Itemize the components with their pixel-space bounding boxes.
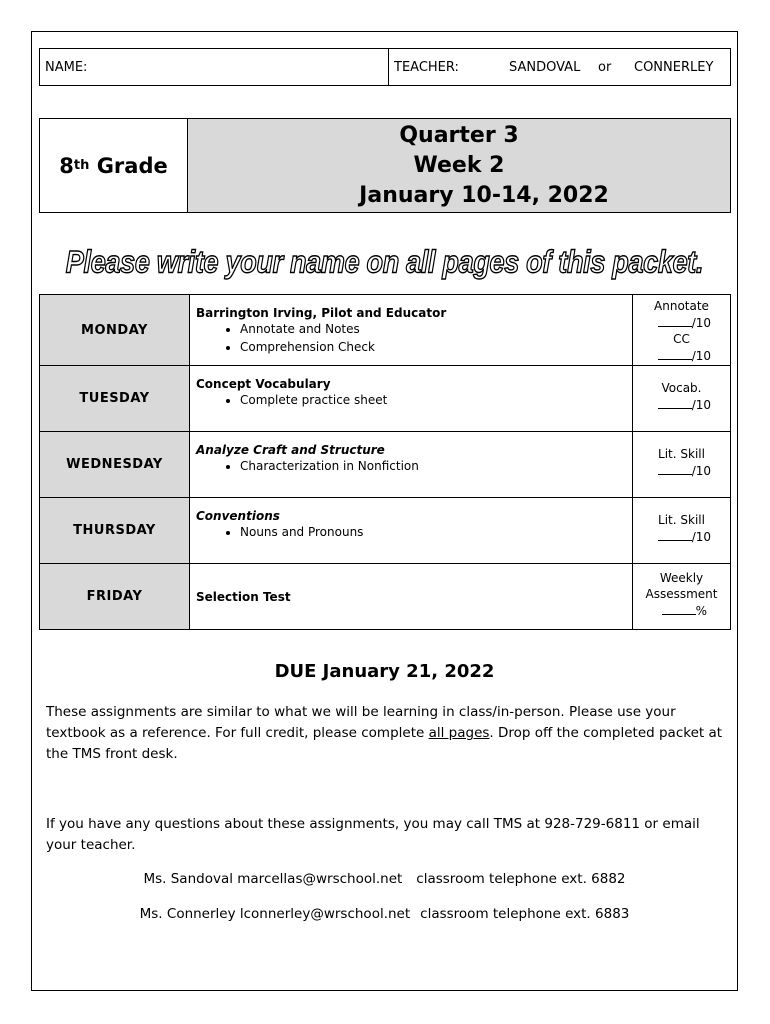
instructions-text-end: . Drop off the completed packet at the TMS front desk. (46, 725, 723, 762)
score-blank[interactable] (658, 396, 692, 409)
score-blank[interactable] (658, 347, 692, 360)
questions-paragraph: If you have any questions about these assignments, you may call TMS at 928-729-6811 or email your teacher. (46, 816, 700, 853)
name-teacher-row (39, 48, 731, 86)
teacher-option-sandoval[interactable]: SANDOVAL (509, 60, 581, 75)
score-label: Lit. Skill (658, 513, 705, 527)
task-title: Concept Vocabulary (196, 377, 331, 391)
task-title: Conventions (196, 509, 280, 523)
teacher-field (389, 49, 730, 85)
teacher-or: or (598, 60, 612, 75)
score-cell (633, 498, 731, 564)
task-cell (190, 498, 633, 564)
score-blank[interactable] (658, 314, 692, 327)
score-label: Lit. Skill (658, 447, 705, 461)
schedule-row-wednesday (40, 432, 731, 498)
quarter-cell (188, 119, 730, 212)
task-cell (190, 366, 633, 432)
score-label: CC (673, 332, 690, 346)
day-label: THURSDAY (40, 498, 190, 564)
grade-label: Grade (96, 153, 168, 178)
name-label: NAME: (45, 60, 88, 75)
day-label: FRIDAY (40, 564, 190, 630)
score-suffix: % (695, 604, 707, 618)
score-suffix: /10 (691, 530, 711, 544)
task-title: Selection Test (196, 589, 291, 604)
score-cell (633, 432, 731, 498)
score-suffix: /10 (691, 316, 711, 330)
task-item: • Characterization in Nonfiction (240, 457, 626, 475)
task-title: Analyze Craft and Structure (196, 443, 385, 457)
score-label: Annotate (654, 299, 709, 313)
contact-connerley (32, 906, 737, 922)
task-cell (190, 564, 633, 630)
contact-phone: classroom telephone ext. 6882 (416, 871, 626, 887)
teacher-label: TEACHER: (394, 60, 459, 75)
score-blank[interactable] (658, 528, 692, 541)
grade-quarter-box (39, 118, 731, 213)
schedule-row-monday (40, 295, 731, 366)
teacher-option-connerley[interactable]: CONNERLEY (634, 60, 714, 75)
score-suffix: /10 (691, 464, 711, 478)
task-item: • Comprehension Check (240, 338, 626, 356)
contact-email[interactable]: Ms. Sandoval marcellas@wrschool.net (143, 871, 403, 887)
packet-page (31, 31, 738, 991)
grade-suffix: th (73, 158, 90, 173)
contact-email[interactable]: Ms. Connerley lconnerley@wrschool.net (139, 906, 411, 922)
due-date-heading: DUE January 21, 2022 (274, 661, 495, 682)
contact-sandoval (32, 871, 737, 887)
weekly-schedule-table (39, 294, 731, 630)
instructions-text: These assignments are similar to what we will be learning in class/in-person. Please use your textbook as a reference. For full credit, please complete (46, 704, 676, 741)
task-cell (190, 295, 633, 366)
score-blank[interactable] (662, 602, 696, 615)
date-range: January 10-14, 2022 (359, 182, 609, 208)
score-cell (633, 295, 731, 366)
score-label: Vocab. (661, 381, 702, 395)
name-reminder-banner: Please write your name on all pages of this packet. (65, 244, 704, 280)
score-suffix: /10 (691, 349, 711, 363)
all-pages-emphasis: all pages (428, 725, 490, 741)
day-label: TUESDAY (40, 366, 190, 432)
day-label: WEDNESDAY (40, 432, 190, 498)
task-item: • Annotate and Notes (240, 320, 626, 338)
score-cell (633, 366, 731, 432)
grade-cell (40, 119, 188, 212)
score-suffix: /10 (691, 398, 711, 412)
score-label: Weekly (659, 571, 704, 585)
instructions-paragraph (46, 702, 726, 765)
day-label: MONDAY (40, 295, 190, 366)
score-cell (633, 564, 731, 630)
week-title: Week 2 (413, 152, 505, 178)
task-item: • Complete practice sheet (240, 391, 626, 409)
score-blank[interactable] (658, 462, 692, 475)
schedule-row-tuesday (40, 366, 731, 432)
name-field[interactable] (40, 49, 389, 85)
task-item: • Nouns and Pronouns (240, 523, 626, 541)
schedule-row-thursday (40, 498, 731, 564)
task-title: Barrington Irving, Pilot and Educator (196, 306, 447, 320)
quarter-title: Quarter 3 (399, 122, 519, 148)
contact-phone: classroom telephone ext. 6883 (420, 906, 630, 922)
grade-number: 8 (59, 153, 74, 178)
schedule-row-friday (40, 564, 731, 630)
task-cell (190, 432, 633, 498)
score-label-2: Assessment (645, 587, 718, 601)
